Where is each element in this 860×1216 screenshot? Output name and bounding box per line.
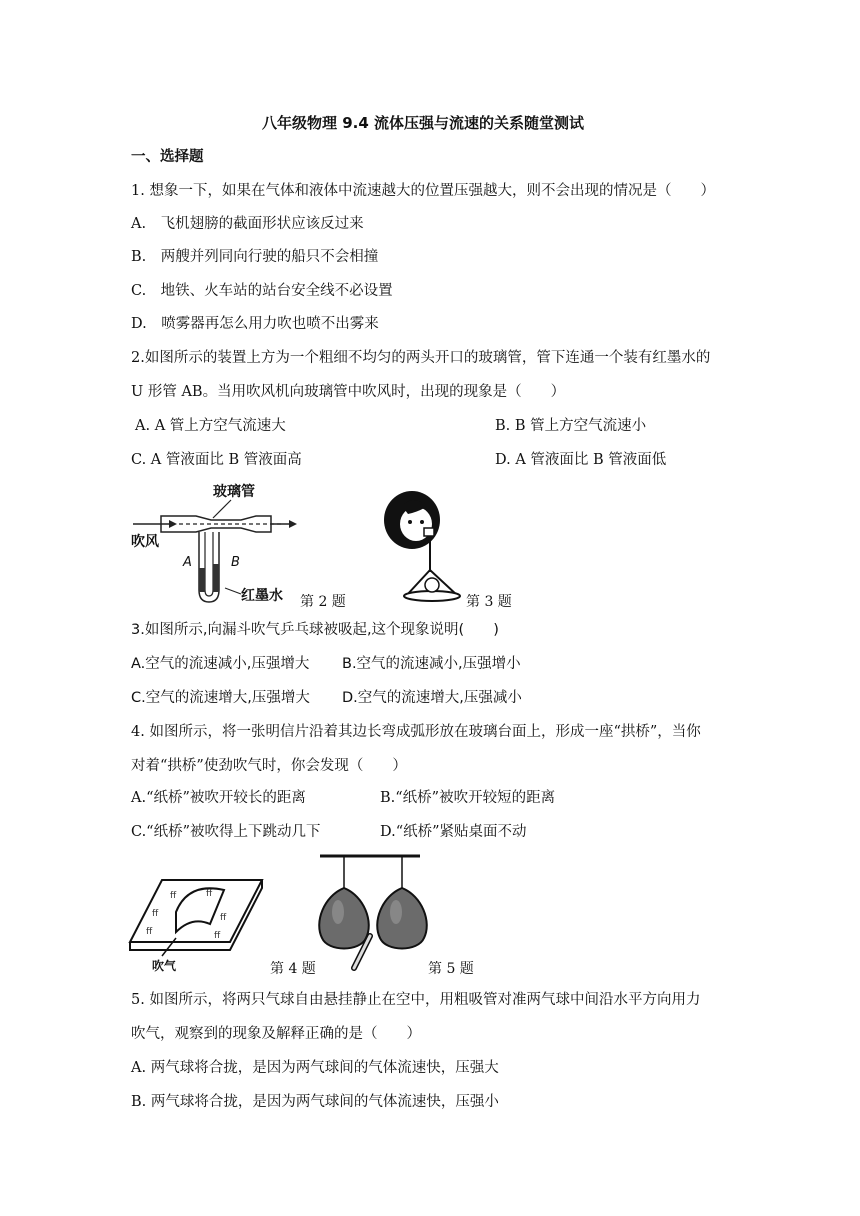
- fig4-blow-label: 吹气: [152, 959, 177, 973]
- q5-option-a: A. 两气球将合拢，是因为两气球间的气体流速快，压强大: [131, 1060, 499, 1076]
- q1-option-c: C. 地铁、火车站的站台安全线不必设置: [131, 283, 393, 299]
- section-heading: 一、选择题: [131, 149, 204, 165]
- q3-option-c: C.空气的流速增大,压强增大: [131, 690, 310, 706]
- q4-stem-line2: 对着“拱桥”使劲吹气时，你会发现（ ）: [131, 758, 407, 774]
- fig4-caption: 第 4 题: [270, 961, 316, 977]
- svg-text:ff: ff: [220, 913, 227, 923]
- fig2-caption: 第 2 题: [300, 594, 346, 610]
- fig2-ink-label: 红墨水: [241, 588, 283, 604]
- svg-text:ff: ff: [214, 931, 221, 941]
- figure-2-u-tube: [131, 478, 301, 608]
- q2-stem-line2: U 形管 AB。当用吹风机向玻璃管中吹风时，出现的现象是（ ）: [131, 384, 566, 400]
- svg-text:ff: ff: [206, 889, 213, 899]
- q3-option-d: D.空气的流速增大,压强减小: [342, 690, 522, 706]
- q1-option-b: B. 两艘并列同向行驶的船只不会相撞: [131, 249, 379, 265]
- fig2-b-label: B: [231, 555, 240, 570]
- svg-text:ff: ff: [170, 891, 177, 901]
- fig3-caption: 第 3 题: [466, 594, 512, 610]
- q2-option-a: A. A 管上方空气流速大: [135, 418, 286, 434]
- q3-option-a: A.空气的流速减小,压强增大: [131, 656, 310, 672]
- q2-stem-line1: 2.如图所示的装置上方为一个粗细不均匀的两头开口的玻璃管，管下连通一个装有红墨水的: [131, 350, 711, 366]
- page-title: 八年级物理 9.4 流体压强与流速的关系随堂测试: [262, 114, 585, 132]
- q3-stem: 3.如图所示,向漏斗吹气乒乓球被吸起,这个现象说明( ): [131, 622, 499, 638]
- svg-text:ff: ff: [146, 927, 153, 937]
- q2-option-b: B. B 管上方空气流速小: [495, 418, 647, 434]
- svg-text:ff: ff: [152, 909, 159, 919]
- figure-3-funnel: [378, 490, 468, 605]
- q4-option-a: A.“纸桥”被吹开较长的距离: [131, 790, 306, 806]
- figure-5-balloons: [314, 852, 434, 972]
- q1-option-d: D. 喷雾器再怎么用力吹也喷不出雾来: [131, 316, 379, 332]
- q5-option-b: B. 两气球将合拢，是因为两气球间的气体流速快，压强小: [131, 1094, 499, 1110]
- fig2-a-label: A: [183, 555, 192, 570]
- q1-stem: 1. 想象一下，如果在气体和液体中流速越大的位置压强越大，则不会出现的情况是（ ）: [131, 183, 715, 199]
- q3-option-b: B.空气的流速减小,压强增小: [342, 656, 521, 672]
- q4-option-d: D.“纸桥”紧贴桌面不动: [380, 824, 527, 840]
- q5-stem-line1: 5. 如图所示，将两只气球自由悬挂静止在空中，用粗吸管对准两气球中间沿水平方向用力: [131, 992, 701, 1008]
- figure-4-paper-bridge: [128, 876, 268, 976]
- q5-stem-line2: 吹气，观察到的现象及解释正确的是（ ）: [131, 1026, 421, 1042]
- q4-stem-line1: 4. 如图所示，将一张明信片沿着其边长弯成弧形放在玻璃台面上，形成一座“拱桥”，当你: [131, 724, 701, 740]
- fig2-glass-label: 玻璃管: [213, 484, 255, 500]
- fig5-caption: 第 5 题: [428, 961, 474, 977]
- fig2-wind-label: 吹风: [131, 534, 159, 550]
- q2-option-d: D. A 管液面比 B 管液面低: [495, 452, 667, 468]
- q1-option-a: A. 飞机翅膀的截面形状应该反过来: [131, 216, 364, 232]
- q4-option-c: C.“纸桥”被吹得上下跳动几下: [131, 824, 321, 840]
- q4-option-b: B.“纸桥”被吹开较短的距离: [380, 790, 556, 806]
- q2-option-c: C. A 管液面比 B 管液面高: [131, 452, 302, 468]
